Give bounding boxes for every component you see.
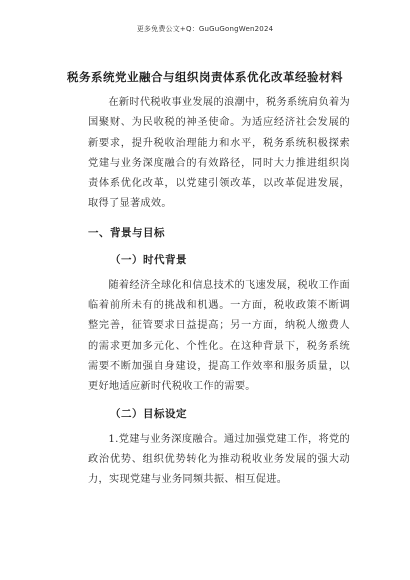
section-heading-background-goals: 一、背景与目标	[88, 226, 165, 239]
document-title: 税务系统党业融合与组织岗责体系优化改革经验材料	[67, 70, 343, 84]
subsection-heading-goals: （二）目标设定	[110, 407, 187, 420]
subsection-heading-background: （一）时代背景	[110, 253, 187, 266]
intro-paragraph: 在新时代税收事业发展的浪潮中，税务系统肩负着为国聚财、为民收税的神圣使命。为适应经济社会发展的新要求，提升税收治理能力和水平，税务系统积极探索党建与业务深度融合的有效路径，同时大力推进组织岗责体系优化改革，以党建引领改革，以改革促进发展，取得了显著成效。	[88, 97, 350, 210]
watermark-header: 更多免费公文+Q：GuGuGongWen2024	[136, 25, 274, 33]
goals-paragraph: 1.党建与业务深度融合。通过加强党建工作，将党的政治优势、组织优势转化为推动税收业务发展的强大动力，实现党建与业务同频共振、相互促进。	[88, 433, 350, 486]
document-body	[88, 93, 350, 490]
background-paragraph: 随着经济全球化和信息技术的飞速发展，税收工作面临着前所未有的挑战和机遇。一方面，税收政策不断调整完善，征管要求日益提高；另一方面，纳税人缴费人的需求更加多元化、个性化。在这种背景下，税务系统需要不断加强自身建设，提高工作效率和服务质量，以更好地适应新时代税收工作的需要。	[88, 279, 350, 393]
